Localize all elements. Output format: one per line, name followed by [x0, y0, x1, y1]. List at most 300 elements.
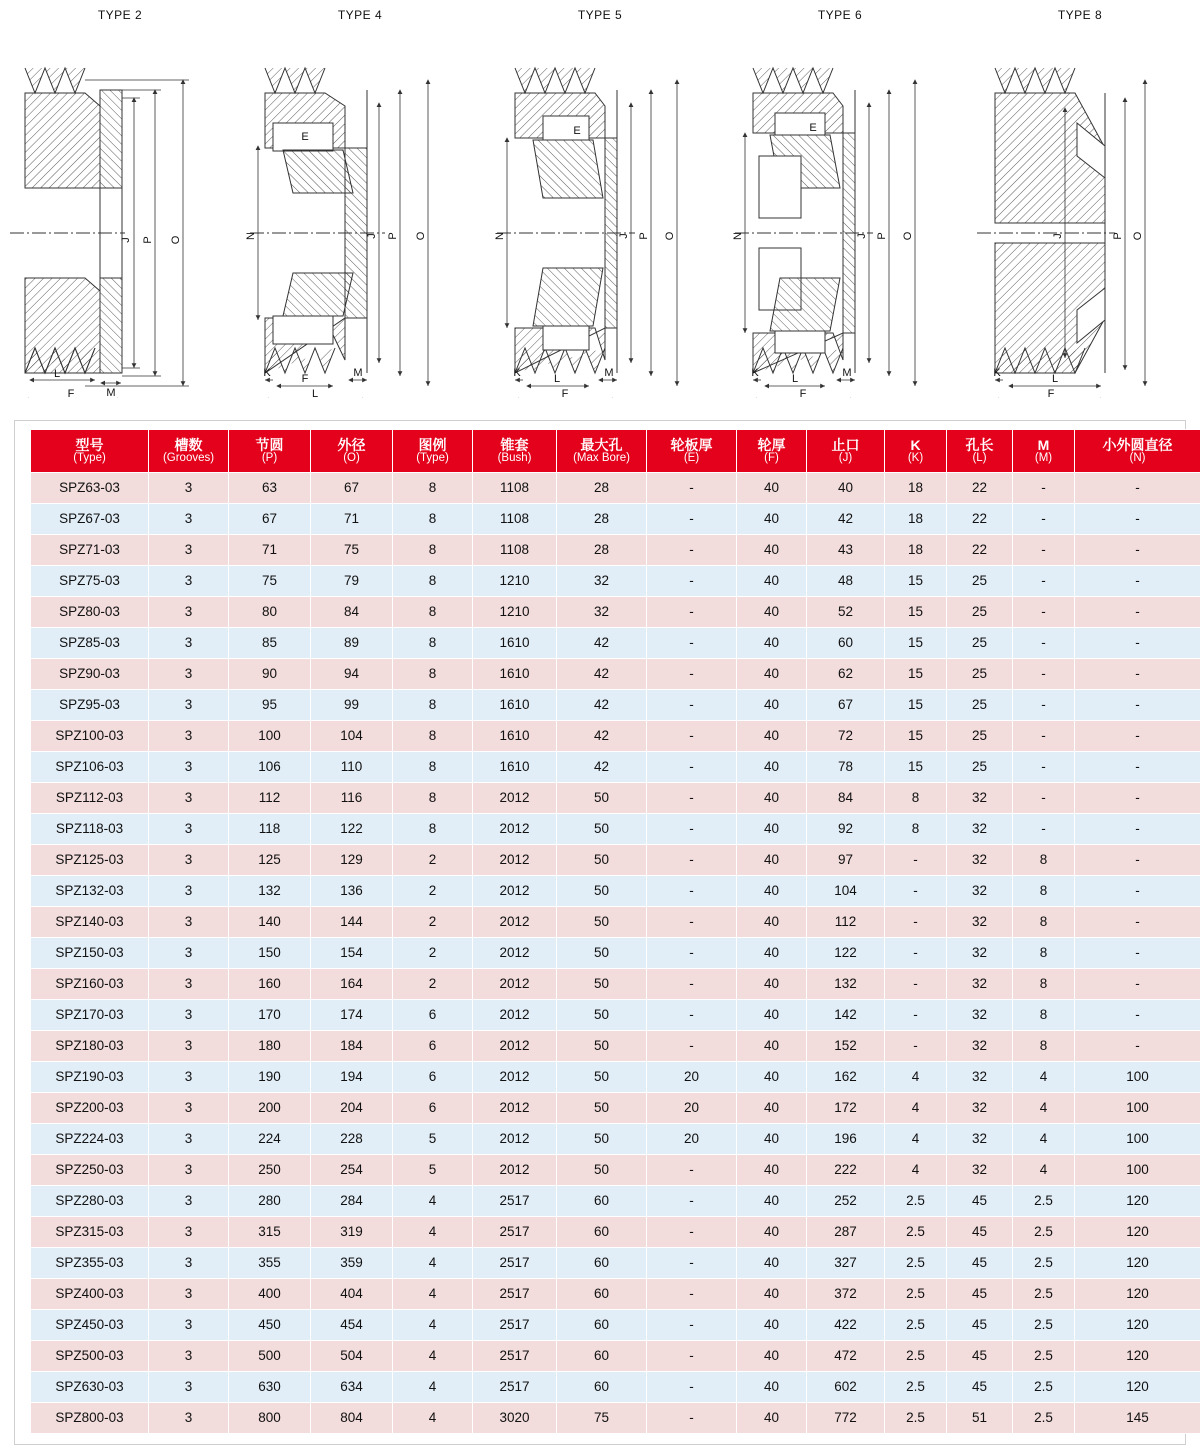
cell-value: 50	[557, 1031, 647, 1062]
cell-value: -	[647, 1248, 737, 1279]
cell-value: 2012	[473, 1000, 557, 1031]
cell-value: 2517	[473, 1248, 557, 1279]
cell-value: 400	[229, 1279, 311, 1310]
cell-value: 500	[229, 1341, 311, 1372]
cell-value: -	[647, 876, 737, 907]
cell-type: SPZ140-03	[31, 907, 149, 938]
cell-value: 80	[229, 597, 311, 628]
cell-value: 45	[947, 1279, 1013, 1310]
dim-label: J	[856, 233, 868, 239]
cell-value: 62	[807, 659, 885, 690]
cell-value: 60	[557, 1372, 647, 1403]
cell-value: 4	[885, 1062, 947, 1093]
cell-value: 2012	[473, 814, 557, 845]
cell-type: SPZ63-03	[31, 473, 149, 504]
cell-type: SPZ355-03	[31, 1248, 149, 1279]
cell-value: 25	[947, 597, 1013, 628]
cell-type: SPZ200-03	[31, 1093, 149, 1124]
dim-label: F	[67, 388, 75, 398]
cell-value: 20	[647, 1093, 737, 1124]
cell-value: 120	[1075, 1186, 1200, 1217]
dim-label: M	[353, 367, 363, 379]
cell-value: 3	[149, 1000, 229, 1031]
cell-value: -	[885, 876, 947, 907]
cell-value: 2.5	[885, 1310, 947, 1341]
dim-label: P	[142, 236, 154, 244]
table-header-row	[31, 430, 1200, 473]
cell-value: 78	[807, 752, 885, 783]
cell-value: 92	[807, 814, 885, 845]
cell-value: 100	[1075, 1062, 1200, 1093]
cell-value: 25	[947, 752, 1013, 783]
dim-label: E	[301, 131, 309, 143]
cell-value: 3	[149, 1341, 229, 1372]
cell-value: -	[885, 1000, 947, 1031]
dim-label: L	[311, 388, 319, 398]
cell-value: -	[1075, 969, 1200, 1000]
cell-value: 6	[393, 1000, 473, 1031]
cell-value: 3	[149, 1093, 229, 1124]
cell-value: -	[647, 1279, 737, 1310]
cell-type: SPZ450-03	[31, 1310, 149, 1341]
cell-value: 18	[885, 473, 947, 504]
cell-value: -	[1013, 535, 1075, 566]
cell-value: 3	[149, 907, 229, 938]
cell-value: 125	[229, 845, 311, 876]
cell-value: 4	[393, 1248, 473, 1279]
cell-value: 2.5	[885, 1341, 947, 1372]
cell-value: 42	[557, 721, 647, 752]
table-row	[31, 1341, 1200, 1372]
cell-value: 75	[557, 1403, 647, 1434]
dim-label: P	[1112, 232, 1124, 240]
cell-value: 6	[393, 1093, 473, 1124]
cell-value: 99	[311, 690, 393, 721]
cell-value: 40	[737, 1403, 807, 1434]
cell-value: 50	[557, 876, 647, 907]
cell-value: 3	[149, 597, 229, 628]
cell-value: 3	[149, 1155, 229, 1186]
cell-value: 2.5	[1013, 1403, 1075, 1434]
cell-value: 630	[229, 1372, 311, 1403]
cell-value: 3	[149, 938, 229, 969]
cell-value: 22	[947, 535, 1013, 566]
cell-value: 71	[311, 504, 393, 535]
dim-label: F	[1047, 388, 1055, 398]
cell-value: 95	[229, 690, 311, 721]
cell-value: 8	[393, 814, 473, 845]
col-header-cn: 轮厚	[757, 436, 786, 453]
cell-value: -	[1075, 814, 1200, 845]
cell-value: 3	[149, 876, 229, 907]
cell-value: 104	[807, 876, 885, 907]
dim-label: J	[120, 237, 132, 243]
diagram-type-2	[0, 8, 240, 420]
cell-value: -	[1013, 504, 1075, 535]
cell-value: 40	[737, 1000, 807, 1031]
cell-value: 772	[807, 1403, 885, 1434]
cell-value: 32	[947, 969, 1013, 1000]
dim-label: J	[366, 233, 378, 239]
col-header-drawing-type	[393, 430, 473, 473]
cell-value: -	[1075, 1000, 1200, 1031]
cell-value: -	[647, 938, 737, 969]
col-header-cn: 锥套	[500, 436, 529, 453]
col-header-cn: 槽数	[174, 436, 203, 453]
cell-type: SPZ71-03	[31, 535, 149, 566]
cell-value: 504	[311, 1341, 393, 1372]
cell-value: 43	[807, 535, 885, 566]
dim-label: E	[573, 125, 581, 137]
cell-value: 40	[737, 1310, 807, 1341]
cell-value: -	[1075, 597, 1200, 628]
cell-value: 8	[393, 659, 473, 690]
dim-label: J	[618, 233, 630, 239]
cell-value: 800	[229, 1403, 311, 1434]
cell-value: 22	[947, 504, 1013, 535]
cell-value: 8	[1013, 876, 1075, 907]
cell-value: 67	[311, 473, 393, 504]
cell-value: 15	[885, 628, 947, 659]
cell-value: 2517	[473, 1279, 557, 1310]
cell-value: 2	[393, 907, 473, 938]
cell-value: 15	[885, 690, 947, 721]
cell-value: 71	[229, 535, 311, 566]
cell-value: 40	[737, 1341, 807, 1372]
cell-value: 3	[149, 1403, 229, 1434]
cell-value: 45	[947, 1310, 1013, 1341]
cell-value: 6	[393, 1031, 473, 1062]
cell-value: 75	[229, 566, 311, 597]
col-header-cn: 孔长	[965, 436, 994, 453]
table-row	[31, 659, 1200, 690]
cell-type: SPZ75-03	[31, 566, 149, 597]
cell-value: 60	[557, 1186, 647, 1217]
diagram-type-6	[720, 8, 960, 420]
cell-value: 32	[947, 845, 1013, 876]
cell-type: SPZ315-03	[31, 1217, 149, 1248]
dim-label: F	[561, 388, 569, 398]
cell-value: 60	[557, 1217, 647, 1248]
cell-value: 4	[393, 1186, 473, 1217]
cell-value: 1108	[473, 535, 557, 566]
cell-type: SPZ250-03	[31, 1155, 149, 1186]
cell-value: 40	[737, 504, 807, 535]
pulley-drawing-type5	[485, 28, 715, 398]
table-row	[31, 721, 1200, 752]
cell-value: 51	[947, 1403, 1013, 1434]
cell-value: 3	[149, 1031, 229, 1062]
cell-value: 132	[229, 876, 311, 907]
cell-value: 190	[229, 1062, 311, 1093]
cell-value: 2.5	[885, 1217, 947, 1248]
cell-type: SPZ224-03	[31, 1124, 149, 1155]
cell-value: 116	[311, 783, 393, 814]
col-header-en: (N)	[1129, 452, 1146, 465]
cell-value: 50	[557, 845, 647, 876]
col-header-bore-length	[947, 430, 1013, 473]
col-header-cn: 型号	[75, 436, 104, 453]
cell-value: 4	[1013, 1093, 1075, 1124]
cell-value: 50	[557, 814, 647, 845]
cell-value: 172	[807, 1093, 885, 1124]
table-row	[31, 690, 1200, 721]
cell-value: 3	[149, 690, 229, 721]
cell-value: 106	[229, 752, 311, 783]
diagram-title: TYPE 2	[97, 8, 143, 22]
cell-value: 450	[229, 1310, 311, 1341]
col-header-plate-thickness	[647, 430, 737, 473]
cell-value: -	[647, 597, 737, 628]
cell-value: 2.5	[885, 1403, 947, 1434]
cell-value: 2012	[473, 938, 557, 969]
cell-value: 40	[737, 969, 807, 1000]
col-header-en: (L)	[972, 452, 987, 465]
dim-label: F	[799, 388, 807, 398]
cell-value: 15	[885, 597, 947, 628]
cell-value: 2517	[473, 1217, 557, 1248]
table-row	[31, 1062, 1200, 1093]
cell-value: 8	[393, 628, 473, 659]
cell-value: 100	[1075, 1093, 1200, 1124]
col-header-cn: 外径	[337, 436, 366, 453]
cell-value: 142	[807, 1000, 885, 1031]
cell-value: 2012	[473, 783, 557, 814]
cell-value: 2012	[473, 845, 557, 876]
cell-value: 170	[229, 1000, 311, 1031]
cell-type: SPZ106-03	[31, 752, 149, 783]
cell-value: 287	[807, 1217, 885, 1248]
cell-value: -	[647, 504, 737, 535]
cell-value: -	[647, 783, 737, 814]
cell-value: 120	[1075, 1341, 1200, 1372]
cell-type: SPZ85-03	[31, 628, 149, 659]
cell-value: 32	[947, 1155, 1013, 1186]
cell-value: 60	[557, 1248, 647, 1279]
cell-value: 122	[807, 938, 885, 969]
cell-value: 454	[311, 1310, 393, 1341]
cell-value: -	[1013, 659, 1075, 690]
dim-label: O	[170, 235, 182, 245]
cell-value: 6	[393, 1062, 473, 1093]
cell-value: 4	[885, 1155, 947, 1186]
cell-value: 1610	[473, 659, 557, 690]
cell-value: -	[1075, 535, 1200, 566]
cell-value: 3	[149, 1186, 229, 1217]
cell-value: -	[647, 1341, 737, 1372]
cell-value: -	[647, 845, 737, 876]
cell-value: 40	[737, 659, 807, 690]
cell-value: -	[1075, 473, 1200, 504]
col-header-cn: 图例	[418, 436, 447, 453]
cell-value: -	[647, 473, 737, 504]
cell-value: 40	[737, 783, 807, 814]
dim-label: K	[993, 367, 1001, 379]
cell-value: 32	[557, 597, 647, 628]
cell-value: 327	[807, 1248, 885, 1279]
cell-value: 25	[947, 659, 1013, 690]
cell-type: SPZ150-03	[31, 938, 149, 969]
cell-value: -	[647, 690, 737, 721]
cell-value: -	[1075, 721, 1200, 752]
cell-value: 4	[393, 1279, 473, 1310]
cell-value: 32	[947, 1093, 1013, 1124]
cell-type: SPZ90-03	[31, 659, 149, 690]
cell-value: -	[1075, 659, 1200, 690]
cell-value: 200	[229, 1093, 311, 1124]
col-header-m	[1013, 430, 1075, 473]
cell-value: 40	[737, 752, 807, 783]
col-header-cn: K	[910, 436, 921, 453]
cell-value: 359	[311, 1248, 393, 1279]
cell-value: 8	[393, 783, 473, 814]
cell-value: 32	[947, 814, 1013, 845]
cell-value: 2	[393, 845, 473, 876]
cell-value: 804	[311, 1403, 393, 1434]
diagram-title: TYPE 5	[577, 8, 623, 22]
cell-value: 32	[947, 1062, 1013, 1093]
cell-value: 194	[311, 1062, 393, 1093]
cell-type: SPZ180-03	[31, 1031, 149, 1062]
cell-value: 120	[1075, 1372, 1200, 1403]
cell-value: 50	[557, 969, 647, 1000]
cell-value: 3	[149, 1279, 229, 1310]
cell-type: SPZ112-03	[31, 783, 149, 814]
cell-type: SPZ500-03	[31, 1341, 149, 1372]
cell-value: 252	[807, 1186, 885, 1217]
dim-label: M	[842, 367, 852, 379]
cell-type: SPZ95-03	[31, 690, 149, 721]
cell-value: 40	[737, 628, 807, 659]
cell-value: 2.5	[1013, 1279, 1075, 1310]
cell-value: 2012	[473, 1093, 557, 1124]
diagram-title: TYPE 4	[337, 8, 383, 22]
cell-value: 8	[393, 473, 473, 504]
cell-value: 67	[807, 690, 885, 721]
cell-value: 132	[807, 969, 885, 1000]
cell-value: 2.5	[885, 1279, 947, 1310]
cell-value: 3	[149, 1248, 229, 1279]
dim-label: K	[751, 367, 759, 379]
cell-value: 152	[807, 1031, 885, 1062]
cell-value: 222	[807, 1155, 885, 1186]
cell-type: SPZ800-03	[31, 1403, 149, 1434]
cell-value: 140	[229, 907, 311, 938]
cell-value: 50	[557, 1093, 647, 1124]
cell-value: 3	[149, 969, 229, 1000]
dim-label: F	[301, 373, 309, 385]
cell-value: 45	[947, 1217, 1013, 1248]
col-header-en: (Type)	[416, 452, 449, 465]
cell-value: 224	[229, 1124, 311, 1155]
table-row	[31, 1155, 1200, 1186]
cell-value: 120	[1075, 1279, 1200, 1310]
cell-value: 2.5	[885, 1248, 947, 1279]
cell-type: SPZ118-03	[31, 814, 149, 845]
cell-value: 22	[947, 473, 1013, 504]
cell-value: 2012	[473, 1062, 557, 1093]
cell-value: 2012	[473, 907, 557, 938]
cell-type: SPZ125-03	[31, 845, 149, 876]
cell-value: 40	[737, 907, 807, 938]
cell-value: 2	[393, 969, 473, 1000]
cell-value: 284	[311, 1186, 393, 1217]
cell-value: 3	[149, 1217, 229, 1248]
pulley-drawing-type8	[965, 28, 1195, 398]
cell-value: 164	[311, 969, 393, 1000]
dim-label: O	[1132, 231, 1144, 241]
table-row	[31, 1093, 1200, 1124]
cell-value: 40	[737, 938, 807, 969]
table-row	[31, 845, 1200, 876]
cell-value: 40	[737, 690, 807, 721]
cell-value: 2517	[473, 1186, 557, 1217]
cell-value: 4	[393, 1372, 473, 1403]
cell-value: 40	[737, 1217, 807, 1248]
table-row	[31, 1186, 1200, 1217]
table-body	[31, 473, 1200, 1434]
cell-value: 40	[737, 1186, 807, 1217]
cell-value: -	[885, 845, 947, 876]
cell-value: 104	[311, 721, 393, 752]
cell-value: -	[1075, 938, 1200, 969]
cell-value: 60	[557, 1341, 647, 1372]
cell-value: 144	[311, 907, 393, 938]
cell-type: SPZ280-03	[31, 1186, 149, 1217]
cell-value: 1610	[473, 721, 557, 752]
diagram-title: TYPE 6	[817, 8, 863, 22]
cell-value: -	[1075, 845, 1200, 876]
cell-value: -	[1075, 752, 1200, 783]
cell-value: -	[647, 969, 737, 1000]
cell-value: 50	[557, 1155, 647, 1186]
diagram-type-8	[960, 8, 1200, 420]
cell-value: 32	[947, 1000, 1013, 1031]
cell-value: -	[1075, 504, 1200, 535]
cell-value: 2	[393, 938, 473, 969]
cell-value: 25	[947, 566, 1013, 597]
cell-value: 4	[393, 1217, 473, 1248]
table-row	[31, 783, 1200, 814]
cell-value: 162	[807, 1062, 885, 1093]
cell-value: 8	[393, 752, 473, 783]
cell-value: 4	[393, 1310, 473, 1341]
cell-value: -	[647, 1403, 737, 1434]
cell-value: 75	[311, 535, 393, 566]
diagram-title: TYPE 8	[1057, 8, 1103, 22]
cell-value: 154	[311, 938, 393, 969]
dim-label: L	[53, 368, 61, 380]
dim-label: P	[876, 232, 888, 240]
col-header-en: (Bush)	[497, 452, 532, 465]
diagram-type-4	[240, 8, 480, 420]
cell-value: 40	[737, 721, 807, 752]
cell-value: 3	[149, 566, 229, 597]
cell-value: -	[1013, 690, 1075, 721]
cell-value: 84	[807, 783, 885, 814]
cell-value: 228	[311, 1124, 393, 1155]
cell-value: -	[885, 969, 947, 1000]
table-row	[31, 907, 1200, 938]
cell-value: 3020	[473, 1403, 557, 1434]
cell-value: 372	[807, 1279, 885, 1310]
cell-value: -	[1075, 907, 1200, 938]
cell-value: 422	[807, 1310, 885, 1341]
cell-value: 2012	[473, 876, 557, 907]
cell-value: 97	[807, 845, 885, 876]
cell-value: 1210	[473, 597, 557, 628]
cell-value: 8	[1013, 969, 1075, 1000]
